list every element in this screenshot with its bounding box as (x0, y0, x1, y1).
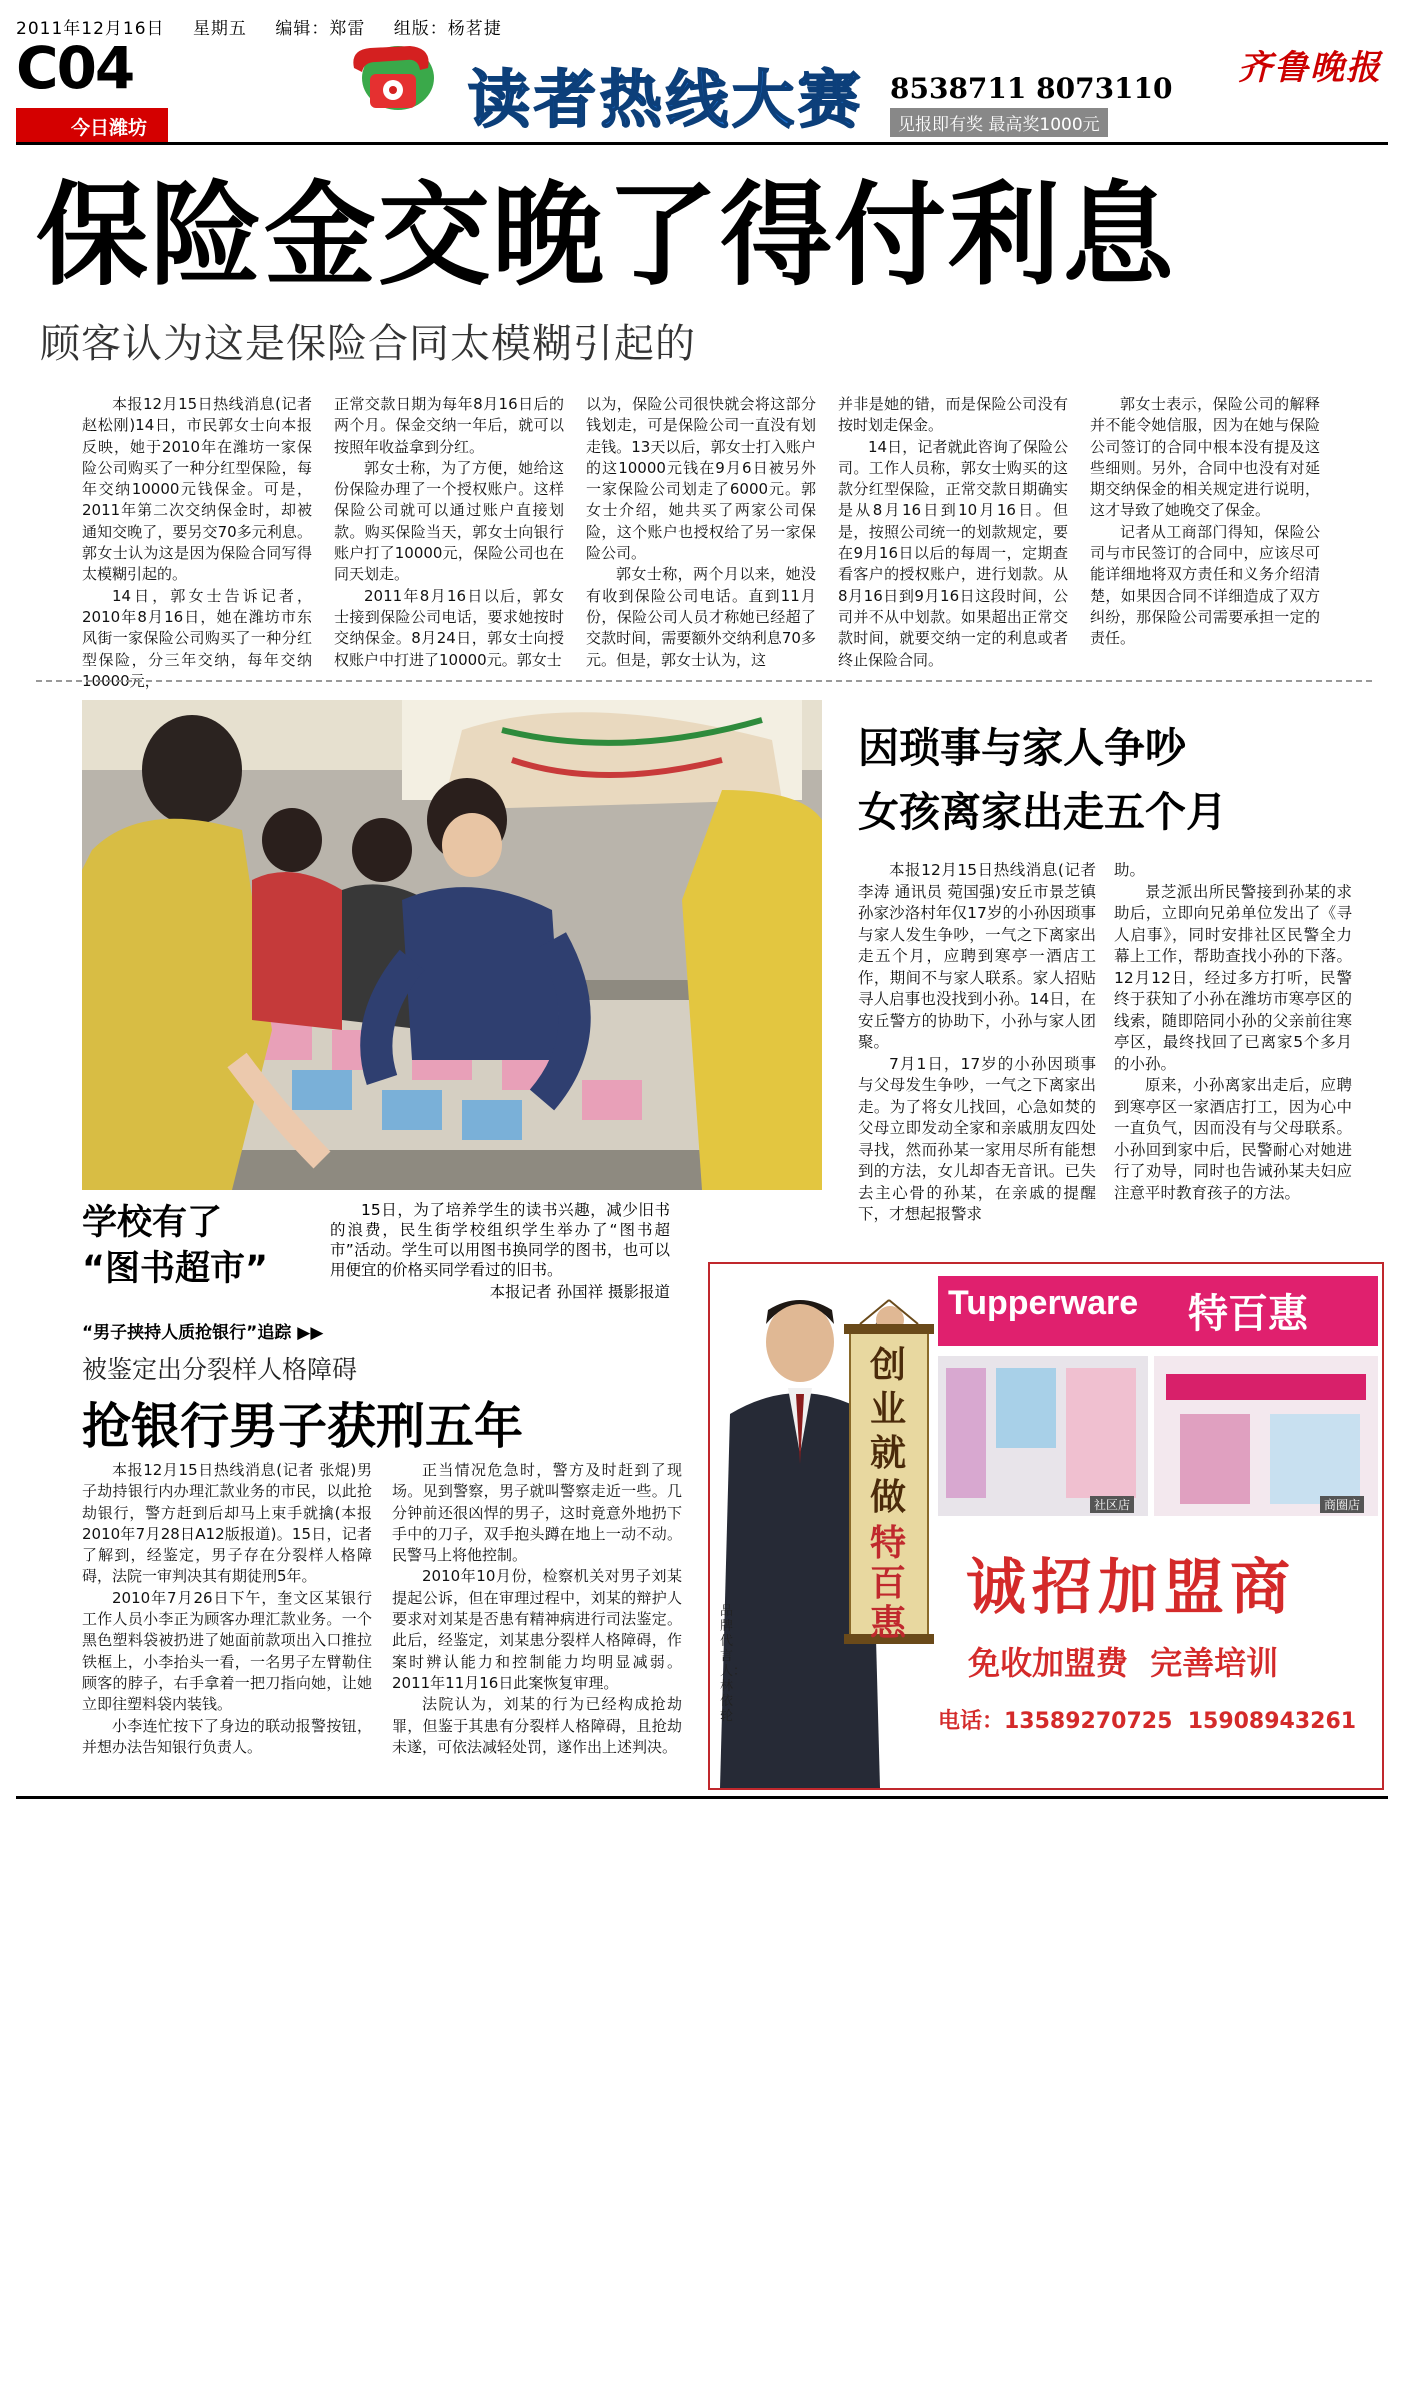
brand-logo-cn: 特百惠 (1188, 1291, 1308, 1337)
article2-col2 (1114, 860, 1352, 1204)
tupperware-advertisement (708, 1262, 1384, 1790)
article2-headline-line2: 女孩离家出走五个月 (858, 788, 1227, 836)
paragraph: 2010年7月26日下午，奎文区某银行工作人员小李正为顾客办理汇款业务。一个黑色塑料袋被扔进了她面前款项出入口推拉铁框上，小李抬头一看，一名男子左臂勒住顾客的脖子，右手拿着一把刀指向她，让她立即往塑料袋内装钱。 (82, 1588, 372, 1714)
paragraph: 小李连忙按下了身边的联动报警按钮，并想办法告知银行负责人。 (82, 1716, 372, 1756)
paragraph: 记者从工商部门得知，保险公司与市民签订的合同中，应该尽可能详细地将双方责任和义务介绍清楚，如果因合同不详细造成了双方纠纷，那保险公司需要承担一定的责任。 (1090, 522, 1320, 648)
article1-subhead: 顾客认为这是保险合同太模糊引起的 (40, 321, 696, 367)
paragraph: 法院认为，刘某的行为已经构成抢劫罪，但鉴于其患有分裂样人格障碍，且抢劫未遂，可依法减轻处罚，遂作出上述判决。 (392, 1695, 682, 1756)
article2-headline-line1: 因琐事与家人争吵 (858, 724, 1186, 772)
photo-caption-block (330, 1200, 670, 1302)
article3-kicker (82, 1318, 323, 1343)
article1-headline: 保险金交晚了得付利息 (36, 171, 1176, 301)
hotline-contest-title: 读者热线大赛 (468, 63, 865, 136)
spokesperson-label: 品牌代言人：林依轮 (720, 1604, 747, 1724)
paragraph: 本报12月15日热线消息(记者 李涛 通讯员 菀国强)安丘市景芝镇孙家沙洛村年仅17岁的小孙因琐事与家人发生争吵，一气之下离家出走五个月，应聘到寒亭一酒店工作，期间不与家人联系。家人招贴寻人启事也没找到小孙。14日，在安丘警方的协助下，小孙与家人团聚。 (858, 861, 1096, 1051)
layout-credit: 组版：杨茗捷 (393, 19, 502, 39)
article1-col2 (334, 394, 564, 671)
hotline-prize-note: 见报即有奖 最高奖1000元 (890, 108, 1108, 137)
article2-headline (858, 716, 1227, 844)
paragraph: 正常交款日期为每年8月16日后的两个月。保金交纳一年后，就可以按照年收益拿到分红。 (334, 395, 564, 456)
article3-headline: 抢银行男子获刑五年 (82, 1398, 524, 1455)
paragraph: 郭女士表示，保险公司的解释并不能令她信服，因为在她与保险公司签订的合同中根本没有提及这些细则。另外，合同中也没有对延期交纳保金的相关规定进行说明，这才导致了她晚交了保金。 (1090, 395, 1320, 520)
article3-col2 (392, 1460, 682, 1758)
photo-title (82, 1200, 268, 1292)
recruit-headline: 诚招加盟商 (966, 1553, 1296, 1623)
editor-credit: 编辑：郑雷 (275, 19, 366, 39)
paragraph: 助。 (1114, 861, 1146, 879)
paragraph: 郭女士称，为了方便，她给这份保险办理了一个授权账户。这样保险公司就可以通过账户直接划款。购买保险当天，郭女士向银行账户打了10000元，保险公司也在同天划走。 (334, 458, 564, 584)
paragraph: 原来，小孙离家出走后，应聘到寒亭区一家酒店打工，因为心中一直负气，因而没有与父母联系。小孙回到家中后，民警耐心对她进行了劝导，同时也告诫孙某夫妇应注意平时教育孩子的方法。 (1114, 1076, 1352, 1202)
school-book-market-photo (82, 700, 822, 1190)
article3-col1 (82, 1460, 372, 1758)
scroll-text-2: 特百惠 (870, 1523, 907, 1644)
paragraph: 7月1日，17岁的小孙因琐事与父母发生争吵，一气之下离家出走。为了将女儿找回，心急如焚的父母立即发动全家和亲戚朋友四处寻找，然而孙某一家用尽所有能想到的方法，女儿却杳无音讯。已失去主心骨的孙某，在亲戚的提醒下，才想起报警求 (858, 1054, 1096, 1223)
paragraph: 14日，记者就此咨询了保险公司。工作人员称，郭女士购买的这款分红型保险，正常交款日期确实是从8月16日到10月16日。但是，按照公司统一的划款规定，要在9月16日以后的每周一，定期查看客户的授权账户，进行划款。从8月16日到9月16日这段时间，公司并不从中划款。如果超出正常交款时间，就要交纳一定的利息或者终止保险合同。 (838, 437, 1068, 669)
section-divider (36, 680, 1372, 682)
paragraph: 景芝派出所民警接到孙某的求助后，立即向兄弟单位发出了《寻人启事》，同时安排社区民警全力幕上工作，帮助查找小孙的下落。12月12日，经过多方打听，民警终于获知了小孙在潍坊市寒亭区的线索，随即陪同小孙的父亲前往寒亭区，最终找回了已离家5个多月的小孙。 (1114, 882, 1352, 1073)
newspaper-logo: 齐鲁晚报 (1238, 48, 1382, 88)
scroll-text-1: 创业就做 (870, 1345, 907, 1518)
store-label-district: 商圈店 (1320, 1496, 1364, 1513)
hotline-numbers: 8538711 8073110 (890, 72, 1173, 105)
weekday: 星期五 (192, 19, 247, 39)
issue-date: 2011年12月16日 (16, 19, 165, 39)
paragraph: 2011年8月16日以后，郭女士接到保险公司电话，要求她按时交纳保金。8月24日，郭女士向授权账户中打进了10000元。郭女士 (334, 586, 564, 669)
paragraph: 本报12月15日热线消息(记者 赵松刚)14日，市民郭女士向本报反映，她于2010年在潍坊一家保险公司购买了一种分红型保险，每年交纳10000元钱保金。可是，2011年第二次交纳保金时，却被通知交晚了，要另交70多元利息。郭女士认为这是因为保险合同写得太模糊引起的。 (82, 395, 312, 584)
photo-title-line1: 学校有了 (82, 1203, 223, 1243)
triangle-arrows-icon: ▶▶ (297, 1323, 324, 1343)
article1-col3 (586, 394, 816, 671)
ad-phone: 电话：13589270725 15908943261 (938, 1709, 1357, 1734)
footer-rule (16, 1796, 1388, 1799)
header-rule (16, 142, 1388, 145)
paragraph: 2010年10月份，检察机关对男子刘某提起公诉，但在审理过程中，刘某的辩护人要求对刘某是否患有精神病进行司法鉴定。此后，经鉴定，刘某患分裂样人格障碍，作案时辨认能力和控制能力均明显减弱。2011年11月16日此案恢复审理。 (392, 1567, 682, 1692)
article1-col4 (838, 394, 1068, 671)
paragraph: 正当情况危急时，警方及时赶到了现场。见到警察，男子就叫警察走近一些。几分钟前还很凶悍的男子，这时竟意外地扔下手中的刀子，双手抱头蹲在地上一动不动。民警马上将他控制。 (392, 1461, 682, 1565)
brand-logo-en: Tupperware (948, 1284, 1139, 1322)
photo-title-line2: “图书超市” (82, 1249, 269, 1289)
article2-col1 (858, 860, 1096, 1226)
paragraph: 并非是她的错，而是保险公司没有按时划走保金。 (838, 395, 1068, 435)
photo-caption: 15日，为了培养学生的读书兴趣，减少旧书的浪费，民生街学校组织学生举办了“图书超市”活动。学生可以用图书换同学的图书，也可以用便宜的价格买同学看过的旧书。 (330, 1201, 670, 1279)
paragraph: 本报12月15日热线消息(记者 张焜)男子劫持银行内办理汇款业务的市民，以此抢劫银行，警方赶到后却马上束手就擒(本报2010年7月28日A12版报道)。15日，记者了解到，经鉴定，男子存在分裂样人格障碍，法院一审判决其有期徒刑5年。 (82, 1461, 372, 1586)
telephone-icon (340, 30, 440, 122)
paragraph: 郭女士称，两个月以来，她没有收到保险公司电话。直到11月份，保险公司人员才称她已经超了交款时间，需要额外交纳利息70多元。但是，郭女士认为，这 (586, 565, 816, 669)
article1-col1 (82, 394, 312, 692)
store-label-community: 社区店 (1090, 1496, 1134, 1513)
paragraph: 14日，郭女士告诉记者，2010年8月16日，她在潍坊市东风街一家保险公司购买了一种分红型保险，分三年交纳，每年交纳10000元， (82, 586, 312, 690)
section-label: 今日潍坊 (16, 108, 168, 142)
photo-credit: 本报记者 孙国祥 摄影报道 (489, 1283, 670, 1301)
ad-benefits: 免收加盟费 完善培训 (968, 1644, 1279, 1682)
paragraph: 以为，保险公司很快就会将这部分钱划走，可是保险公司一直没有划走钱。13天以后，郭女士打入账户的这10000元钱在9月6日被另外一家保险公司划走了6000元。郭女士介绍，她共买了两家公司保险，这个账户也授权给了另一家保险公司。 (586, 395, 816, 563)
article1-col5 (1090, 394, 1320, 650)
page-code: C04 (16, 34, 134, 102)
article3-subhead: 被鉴定出分裂样人格障碍 (82, 1355, 358, 1384)
article3-kicker-text: “男子挟持人质抢银行”追踪 (82, 1323, 292, 1343)
